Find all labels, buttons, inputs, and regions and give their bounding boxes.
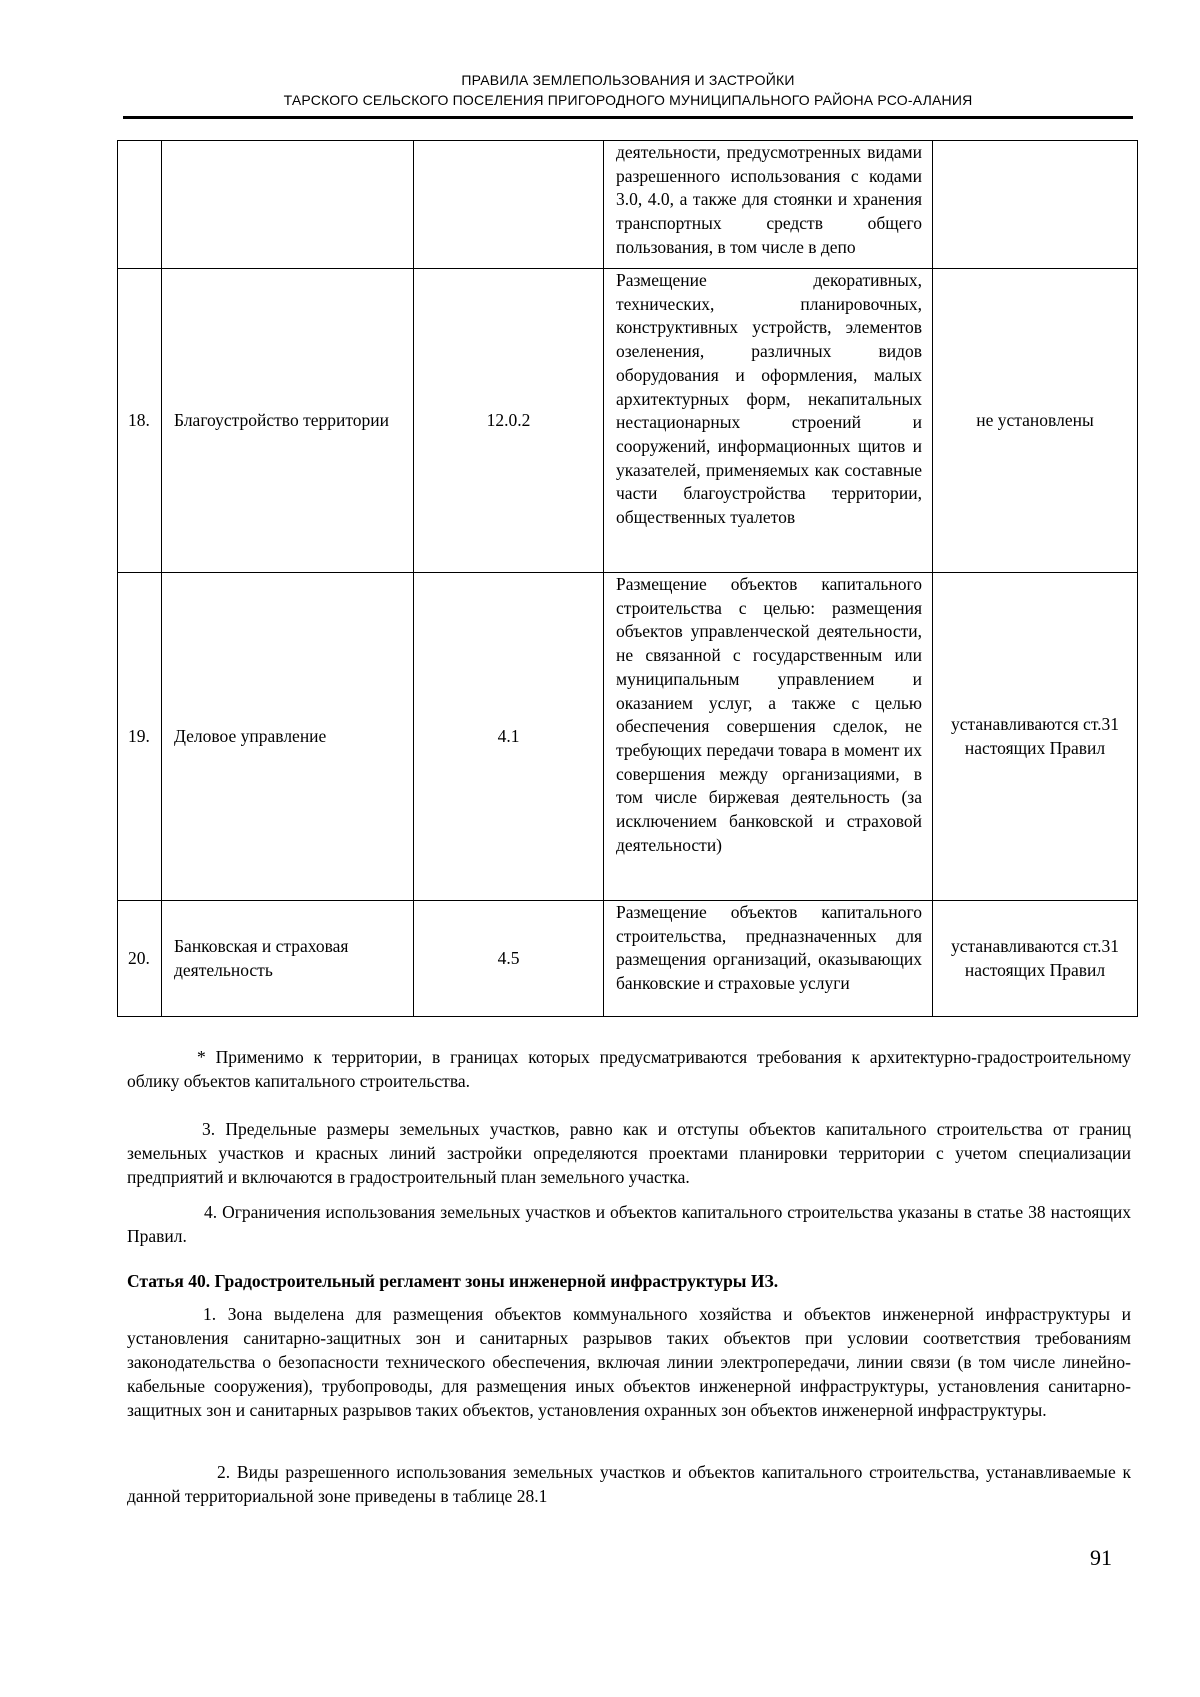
page-number: 91: [1090, 1545, 1112, 1570]
table-row: [118, 269, 1138, 573]
use-name: Деловое управление: [162, 573, 414, 901]
table-row: [118, 573, 1138, 901]
use-code: 4.1: [414, 573, 604, 901]
use-name: Благоустройство территории: [162, 269, 414, 573]
article-40-paragraph-2: 2. Виды разрешенного использования земельных участков и объектов капитального строительства, устанавливаемые к данной территориальной зоне приведены в таблице 28.1: [127, 1462, 1131, 1506]
paragraph-4: 4. Ограничения использования земельных участков и объектов капитального строительства указаны в статье 38 настоящих Правил.: [127, 1202, 1131, 1246]
use-limits: [933, 141, 1138, 269]
article-40-paragraph-1: 1. Зона выделена для размещения объектов коммунального хозяйства и объектов инженерной инфраструктуры и установления санитарно-защитных зон и санитарных разрывов таких объектов при условии соответствия требованиям законодательства о безопасности технического обеспечения, включая линии электропередачи, линии связи (в том числе линейно-кабельные сооружения), трубопроводы, для размещения иных объектов инженерной инфраструктуры, установления санитарно-защитных зон и санитарных разрывов таких объектов, установления охранных зон объектов инженерной инфраструктуры.: [127, 1304, 1131, 1420]
use-name: Банковская и страховая деятельность: [162, 901, 414, 1017]
use-description: деятельности, предусмотренных видами разрешенного использования с кодами 3.0, 4.0, а также для стоянки и хранения транспортных средств общего пользования, в том числе в депо: [604, 141, 933, 269]
use-limits: не установлены: [933, 269, 1138, 573]
footnote: * Применимо к территории, в границах которых предусматриваются требования к архитектурно-градостроительному облику объектов капитального строительства.: [127, 1047, 1131, 1091]
header-title-line1: ПРАВИЛА ЗЕМЛЕПОЛЬЗОВАНИЯ И ЗАСТРОЙКИ: [461, 72, 795, 88]
row-number: 20.: [118, 901, 162, 1017]
running-header: [123, 70, 1133, 110]
article-40-heading: Статья 40. Градостроительный регламент зоны инженерной инфраструктуры ИЗ.: [127, 1271, 779, 1291]
use-code: 4.5: [414, 901, 604, 1017]
use-limits: устанавливаются ст.31 настоящих Правил: [933, 901, 1138, 1017]
header-title-line2: ТАРСКОГО СЕЛЬСКОГО ПОСЕЛЕНИЯ ПРИГОРОДНОГО МУНИЦИПАЛЬНОГО РАЙОНА РСО-АЛАНИЯ: [283, 92, 973, 108]
use-description: Размещение объектов капитального строительства, предназначенных для размещения организаций, оказывающих банковские и страховые услуги: [604, 901, 933, 1017]
header-rule: [123, 116, 1133, 119]
use-code: 12.0.2: [414, 269, 604, 573]
row-number: 18.: [118, 269, 162, 573]
use-code: [414, 141, 604, 269]
row-number: 19.: [118, 573, 162, 901]
use-limits: устанавливаются ст.31 настоящих Правил: [933, 573, 1138, 901]
paragraph-3: 3. Предельные размеры земельных участков, равно как и отступы объектов капитального строительства от границ земельных участков и красных линий застройки определяются проектами планировки территории с учетом специализации предприятий и включаются в градостроительный план земельного участка.: [127, 1119, 1131, 1187]
use-description: Размещение объектов капитального строительства с целью: размещения объектов управленческой деятельности, не связанной с государственным или муниципальным управлением и оказанием услуг, а также с целью обеспечения совершения сделок, не требующих передачи товара в момент их совершения между организациями, в том числе биржевая деятельность (за исключением банковской и страховой деятельности): [604, 573, 933, 901]
table-row: [118, 901, 1138, 1017]
row-number: [118, 141, 162, 269]
use-name: [162, 141, 414, 269]
use-description: Размещение декоративных, технических, планировочных, конструктивных устройств, элементов озеленения, различных видов оборудования и оформления, малых архитектурных форм, некапитальных нестационарных строений и сооружений, информационных щитов и указателей, применяемых как составные части благоустройства территории, общественных туалетов: [604, 269, 933, 573]
land-use-table: [117, 140, 1138, 1017]
table-row: [118, 141, 1138, 269]
